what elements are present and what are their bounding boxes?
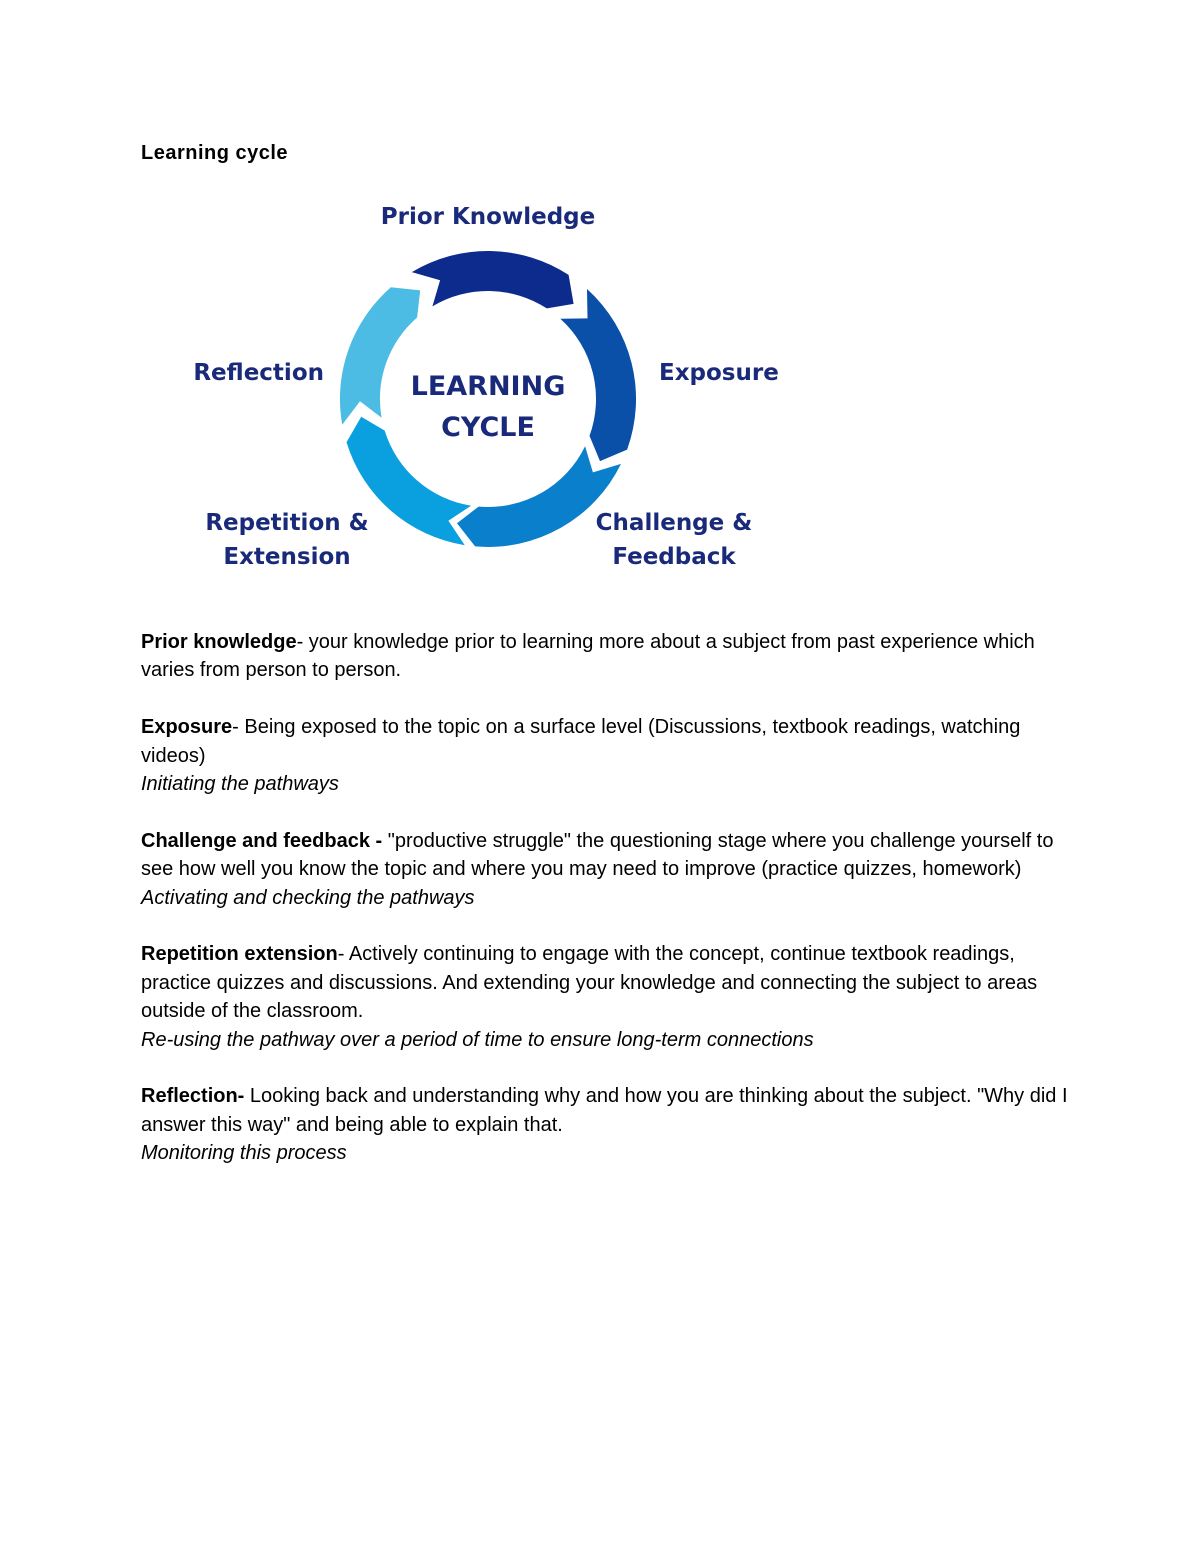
label-repetition-line1: Repetition &	[205, 510, 369, 536]
term-label: Reflection-	[141, 1085, 245, 1108]
term-note: Monitoring this process	[141, 1142, 347, 1165]
term-label: Repetition extension	[141, 943, 338, 966]
center-label-line2: CYCLE	[441, 412, 535, 443]
arc-exposure	[560, 289, 636, 461]
term-label: Challenge and feedback -	[141, 829, 383, 852]
label-prior-knowledge: Prior Knowledge	[380, 204, 596, 230]
term-note: Re-using the pathway over a period of time to ensure long-term connections	[141, 1028, 814, 1051]
arc-prior-knowledge	[412, 251, 574, 308]
term-note: Initiating the pathways	[141, 773, 339, 796]
page-heading: Learning cycle	[141, 142, 289, 164]
arc-reflection	[340, 287, 420, 424]
definitions-list	[141, 628, 1071, 1196]
label-reflection: Reflection	[193, 360, 324, 386]
definition-prior-knowledge	[141, 628, 1071, 685]
definition-reflection	[141, 1082, 1071, 1167]
label-challenge-line1: Challenge &	[595, 510, 753, 536]
term-description: "productive struggle" the questioning stage where you challenge yourself to see how well you know the topic and where you may need to improve (practice quizzes, homework)	[141, 829, 1054, 881]
term-description: - Being exposed to the topic on a surface level (Discussions, textbook readings, watching videos)	[141, 716, 1021, 767]
center-label-line1: LEARNING	[410, 371, 566, 402]
term-description: - your knowledge prior to learning more about a subject from past experience which varies from person to person.	[141, 631, 1035, 682]
term-label: Prior knowledge	[141, 631, 297, 653]
definition-challenge-feedback	[141, 827, 1071, 912]
term-description: - Actively continuing to engage with the concept, continue textbook readings, practice quizzes and discussions. And extending your knowledge and connecting the subject to areas outside of the classroom.	[141, 943, 1038, 1023]
learning-cycle-diagram	[150, 175, 850, 595]
term-label: Exposure	[141, 716, 233, 739]
term-description: Looking back and understanding why and how you are thinking about the subject. "Why did I answer this way" and being able to explain that.	[141, 1085, 1068, 1136]
label-exposure: Exposure	[659, 360, 779, 386]
term-note: Activating and checking the pathways	[141, 886, 475, 909]
definition-repetition-extension	[141, 940, 1071, 1054]
definition-exposure	[141, 713, 1071, 798]
label-challenge-line2: Feedback	[612, 544, 736, 570]
label-repetition-line2: Extension	[223, 544, 351, 570]
